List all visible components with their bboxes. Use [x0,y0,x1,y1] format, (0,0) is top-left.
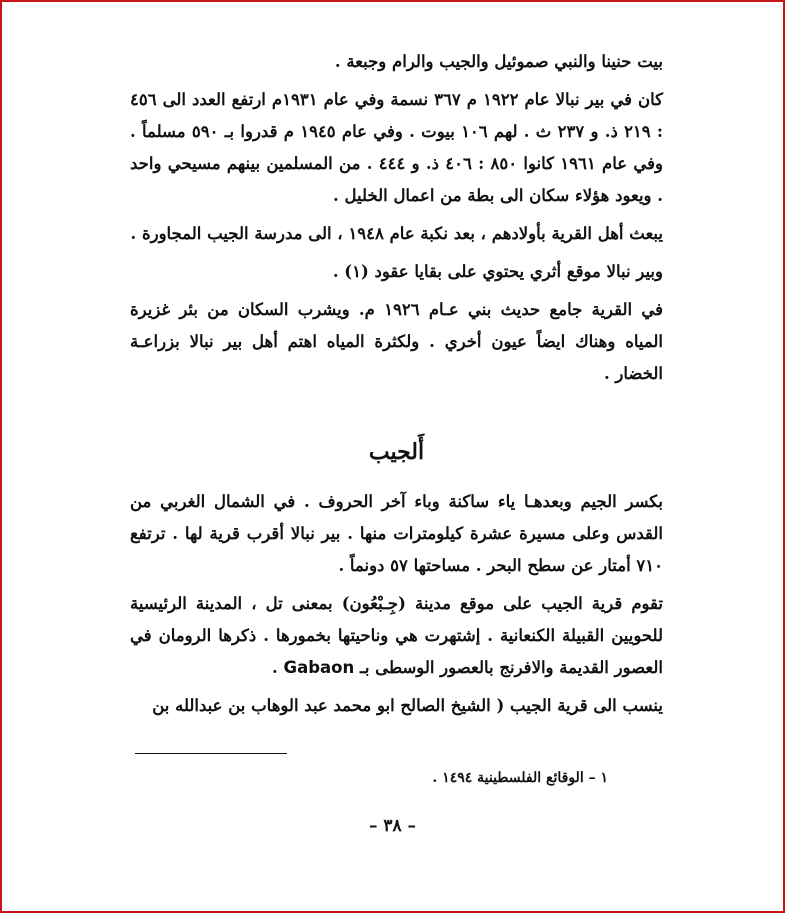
history-end: . [272,658,284,677]
footnote: ١ – الوقائع الفلسطينية ١٤٩٤ . [432,770,608,786]
paragraph-history [130,588,663,684]
paragraph-schooling: يبعث أهل القرية بأولادهم ، بعد نكبة عام ١٩٤٨ ، الى مدرسة الجيب المجاورة . [130,224,663,243]
paragraph-population: كان في بير نبالا عام ١٩٢٢ م ٣٦٧ نسمة وفي عام ١٩٣١م ارتفع العدد الى ٤٥٦ : ٢١٩ ذ. و ٢٣٧ ث . لهم ١٠٦ بيوت . وفي عام ١٩٤٥ م قدروا بـ ٥٩٠ مسلماً . وفي عام ١٩٦١ كانوا ٨٥٠ : ٤٠٦ ذ. و ٤٤٤ . من المسلمين بينهم مسيحي واحد . ويعود هؤلاء سكان الى بطة من اعمال الخليل . [130,90,664,205]
document-body [130,46,663,722]
footnote-divider [135,753,287,754]
page-number: – ٣٨ – [368,816,417,836]
paragraph-archaeology: وبير نبالا موقع أثري يحتوي على بقايا عقود (١) . [332,262,663,281]
paragraph-villages: بيت حنينا والنبي صموئيل والجيب والرام وجبعة . [334,52,663,71]
paragraph-mosque-water: في القرية جامع حديث بني عـام ١٩٢٦ م. ويشرب السكان من بئر غزيرة المياه وهناك ايضاً عيون أخري . ولكثرة المياه اهتم أهل بير نبالا بزراعـة الخضار . [130,300,663,383]
paragraph-attribution: ينسب الى قرية الجيب ( الشيخ الصالح ابو محمد عبد الوهاب بن عبدالله بن [152,696,663,715]
section-title: أَلجيب [368,439,425,465]
paragraph-location: بكسر الجيم وبعدهـا ياء ساكنة وباء آخر الحروف . في الشمال الغربي من القدس وعلى مسيرة عشرة كيلومترات منها . بير نبالا أقرب قرية لها . ترتفع ٧١٠ أمتار عن سطح البحر . مساحتها ٥٧ دونماً . [130,492,663,575]
history-text: تقوم قرية الجيب على موقع مدينة (جِـبْعُون) بمعنى تل ، المدينة الرئيسية للحويين القبيلة الكنعانية . إشتهرت هي وناحيتها بخمورها . ذكرها الرومان في العصور القديمة والافرنج بالعصور الوسطى بـ [130,594,663,677]
latin-name: Gabaon [283,658,355,677]
